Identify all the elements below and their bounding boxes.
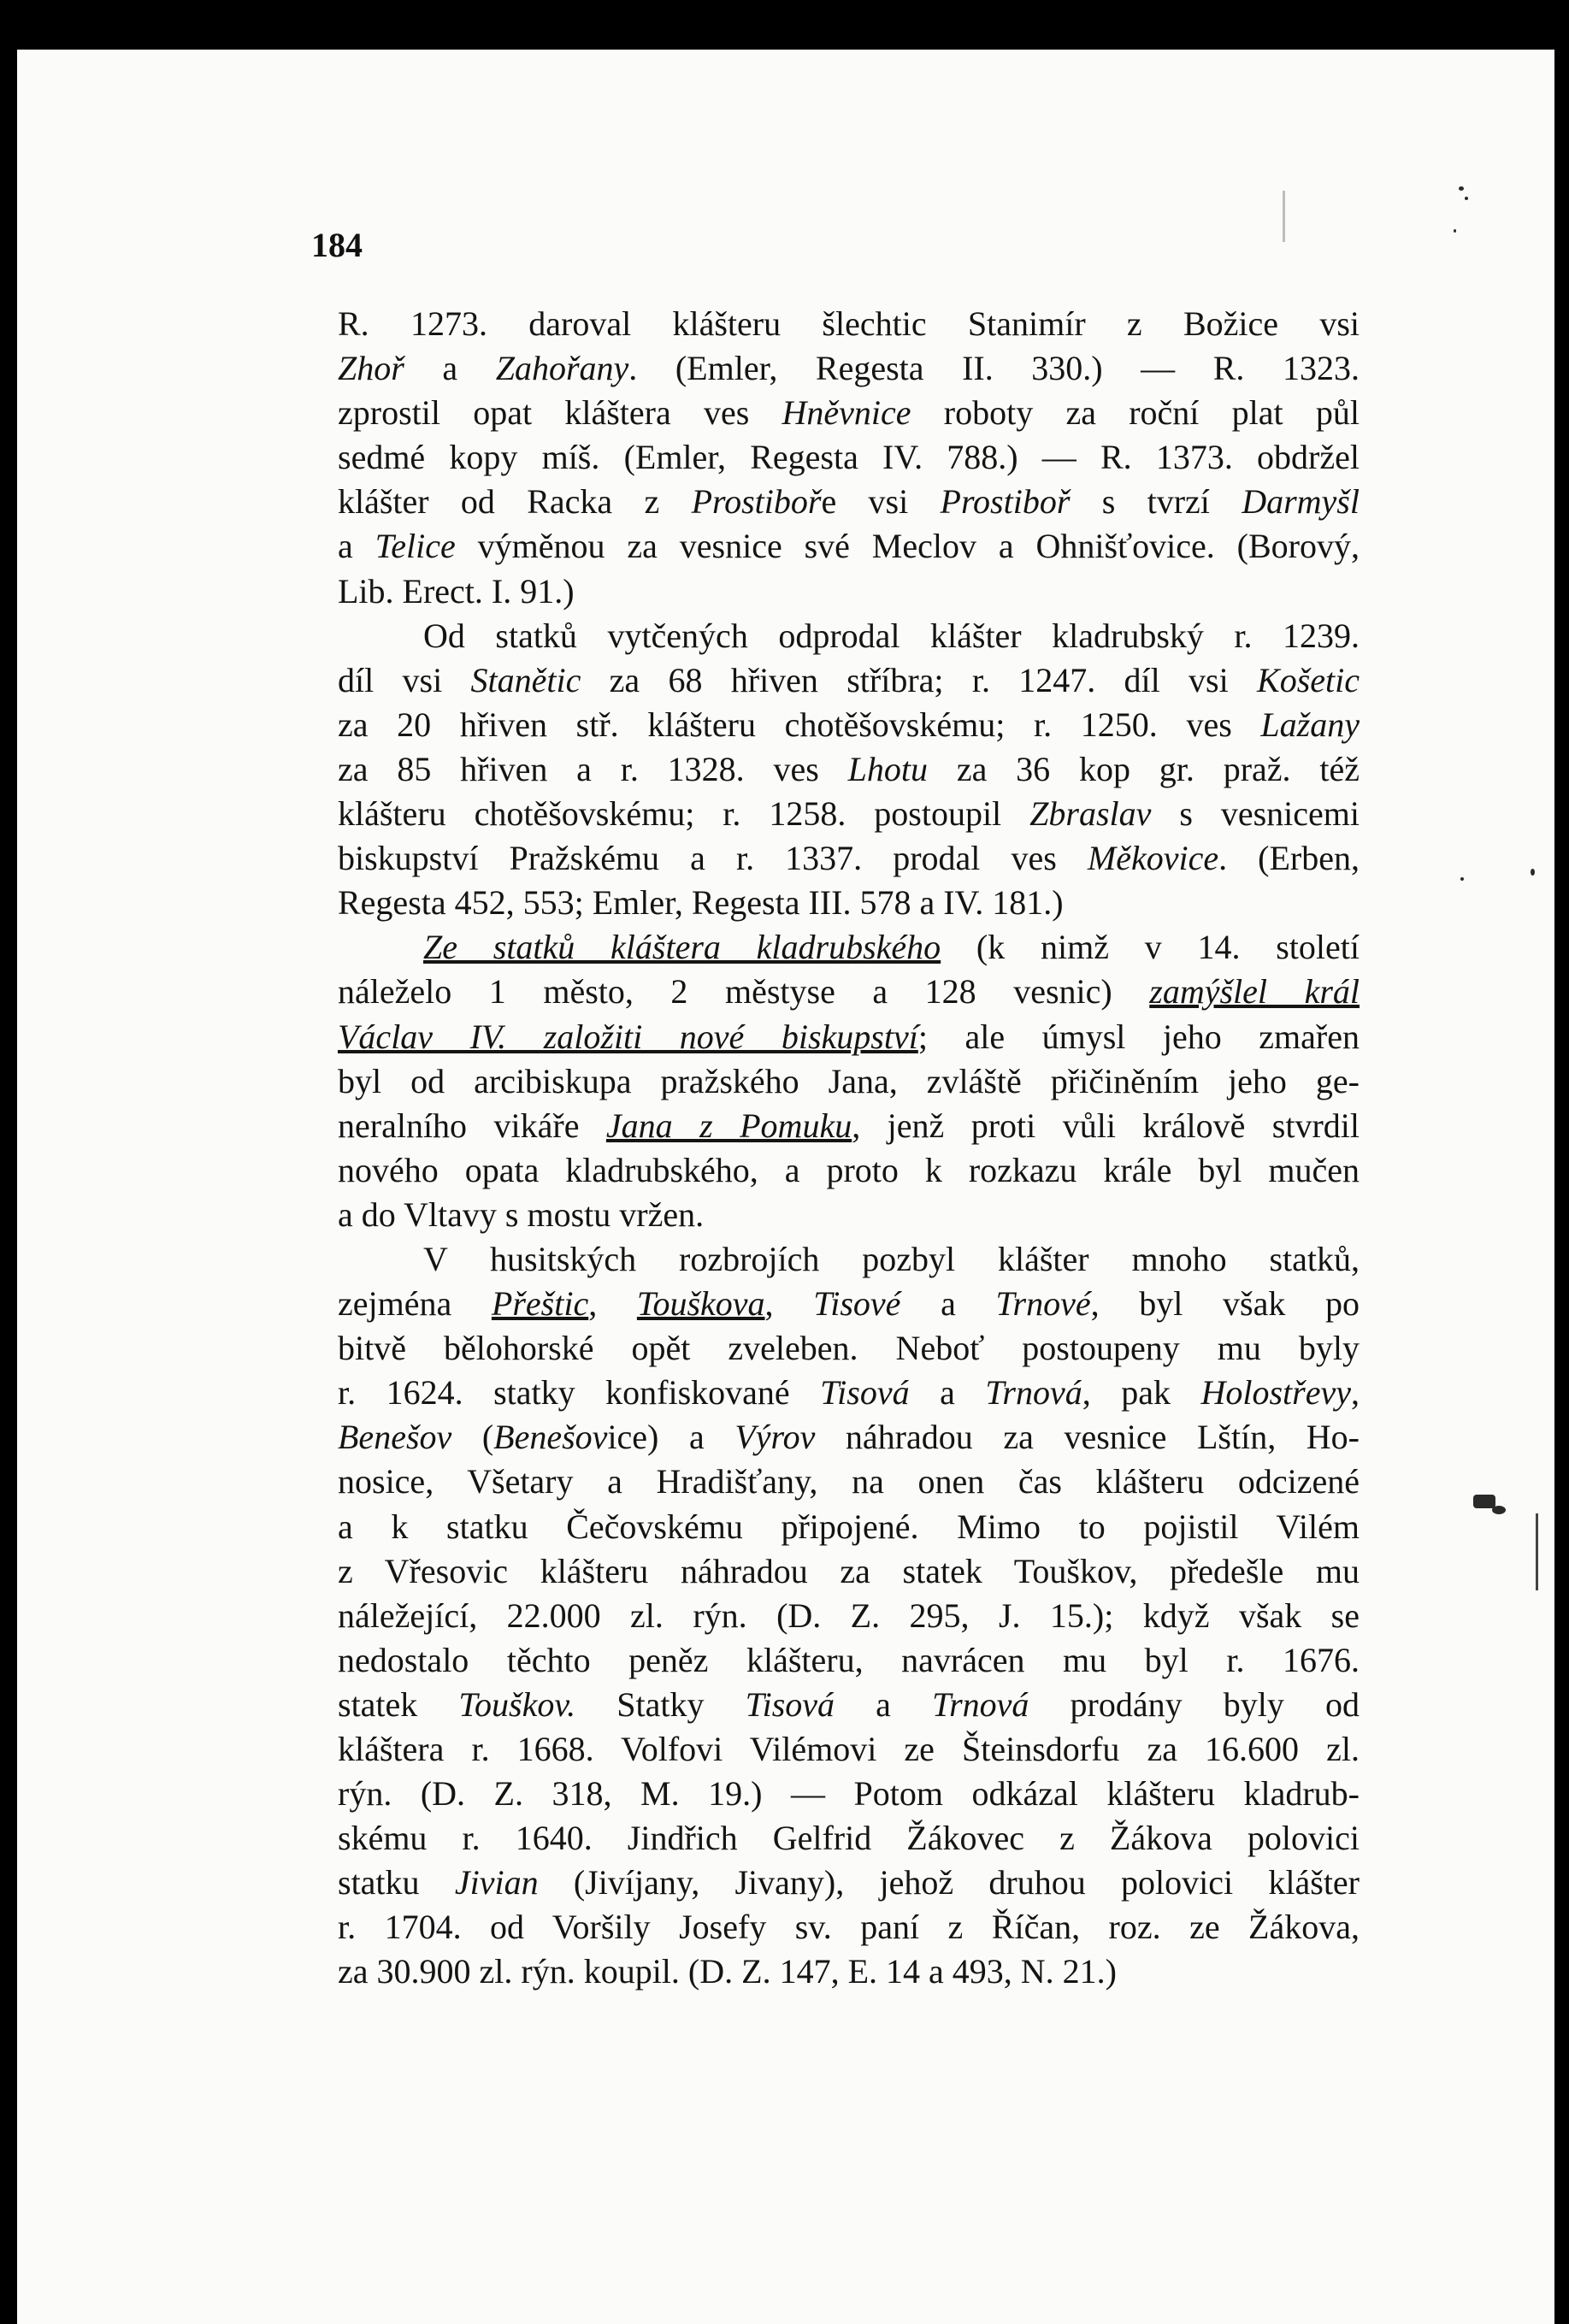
text-line: kláštera r. 1668. Volfovi Vilémovi ze Šteinsdorfu za 16.600 zl. — [338, 1730, 1360, 1768]
scan-border-left — [0, 0, 17, 2324]
scan-border-right — [1554, 0, 1569, 2324]
text-line: nosice, Všetary a Hradišťany, na onen čas klášteru odcizené — [338, 1462, 1360, 1501]
text-line: skému r. 1640. Jindřich Gelfrid Žákovec z Žákova polovici — [338, 1819, 1360, 1858]
scan-artifact-spot — [1473, 1495, 1495, 1508]
text-line: Lib. Erect. I. 91.) — [338, 571, 575, 610]
text-line: náleželo 1 město, 2 městyse a 128 vesnic) zamýšlel král — [338, 972, 1360, 1012]
text-line: byl od arcibiskupa pražského Jana, zvláště přičiněním jeho ge- — [338, 1061, 1360, 1100]
scan-artifact-spot — [1531, 869, 1535, 876]
scan-artifact-spot — [1460, 877, 1464, 881]
text-line: nového opata kladrubského, a proto k rozkazu krále byl mučen — [338, 1150, 1360, 1189]
text-line: zejména Přeštic, Touškova, Tisové a Trnové, byl však po — [338, 1284, 1360, 1324]
book-page — [17, 50, 1554, 2324]
text-line: a k statku Čečovskému připojené. Mimo to pojistil Vilém — [338, 1507, 1360, 1546]
text-line: zprostil opat kláštera ves Hněvnice roboty za roční plat půl — [338, 393, 1360, 433]
text-line: nedostalo těchto peněz klášteru, navrácen mu byl r. 1676. — [338, 1640, 1360, 1679]
text-line: za 85 hřiven a r. 1328. ves Lhotu za 36 kop gr. praž. též — [338, 749, 1360, 788]
text-line: bitvě bělohorské opět zveleben. Neboť postoupeny mu byly — [338, 1329, 1360, 1368]
text-line: klášter od Racka z Prostiboře vsi Prostiboř s tvrzí Darmyšl — [338, 482, 1360, 522]
text-line: r. 1624. statky konfiskované Tisová a Trnová, pak Holostřevy, — [338, 1373, 1360, 1413]
text-line: za 20 hřiven stř. klášteru chotěšovskému; r. 1250. ves Lažany — [338, 705, 1360, 744]
text-line: statku Jivian (Jivíjany, Jivany), jehož druhou polovici klášter — [338, 1863, 1360, 1902]
scan-artifact-spot — [1454, 229, 1456, 233]
text-line: V husitských rozbrojích pozbyl klášter mnoho statků, — [423, 1239, 1360, 1278]
scan-artifact-spot — [1459, 186, 1464, 191]
text-line: Václav IV. založiti nové biskupství; ale úmysl jeho zmařen — [338, 1017, 1360, 1056]
text-line: neralního vikáře Jana z Pomuku, jenž proti vůli královĕ stvrdil — [338, 1106, 1360, 1145]
text-line: R. 1273. daroval klášteru šlechtic Stanimír z Božice vsi — [338, 304, 1360, 343]
text-line: Benešov (Benešovice) a Výrov náhradou za vesnice Lštín, Ho- — [338, 1418, 1360, 1457]
text-line: sedmé kopy míš. (Emler, Regesta IV. 788.) — R. 1373. obdržel — [338, 438, 1360, 477]
text-line: r. 1704. od Voršily Josefy sv. paní z Říčan, roz. ze Žákova, — [338, 1908, 1360, 1947]
scan-artifact-mark — [1283, 191, 1285, 242]
text-line: Ze statků kláštera kladrubského (k nimž v 14. století — [423, 928, 1360, 967]
text-line: Od statků vytčených odprodal klášter kladrubský r. 1239. — [423, 616, 1360, 655]
scan-artifact-spot — [1465, 197, 1468, 200]
text-line: Regesta 452, 553; Emler, Regesta III. 578 a IV. 181.) — [338, 883, 1064, 923]
text-line: a Telice výměnou za vesnice své Meclov a Ohnišťovice. (Borový, — [338, 527, 1360, 566]
text-line: statek Touškov. Statky Tisová a Trnová prodány byly od — [338, 1684, 1360, 1724]
text-line: za 30.900 zl. rýn. koupil. (D. Z. 147, E. 14 a 493, N. 21.) — [338, 1952, 1117, 1991]
text-line: náležející, 22.000 zl. rýn. (D. Z. 295, J. 15.); když však se — [338, 1596, 1360, 1635]
text-line: z Vřesovic klášteru náhradou za statek Touškov, předešle mu — [338, 1551, 1360, 1590]
scan-artifact-mark — [1536, 1513, 1538, 1590]
scan-artifact-spot — [1492, 1506, 1506, 1514]
text-line: díl vsi Stanětic za 68 hřiven stříbra; r. 1247. díl vsi Košetic — [338, 660, 1360, 699]
text-line: a do Vltavy s mostu vržen. — [338, 1194, 705, 1234]
text-line: biskupství Pražskému a r. 1337. prodal ves Měkovice. (Erben, — [338, 839, 1360, 878]
scan-border-top — [0, 0, 1569, 50]
text-line: klášteru chotěšovskému; r. 1258. postoupil Zbraslav s vesnicemi — [338, 794, 1360, 834]
text-line: Zhoř a Zahořany. (Emler, Regesta II. 330.) — R. 1323. — [338, 349, 1360, 388]
page-text — [338, 302, 1360, 1995]
text-line: rýn. (D. Z. 318, M. 19.) — Potom odkázal klášteru kladrub- — [338, 1774, 1360, 1814]
page-number: 184 — [311, 226, 363, 264]
